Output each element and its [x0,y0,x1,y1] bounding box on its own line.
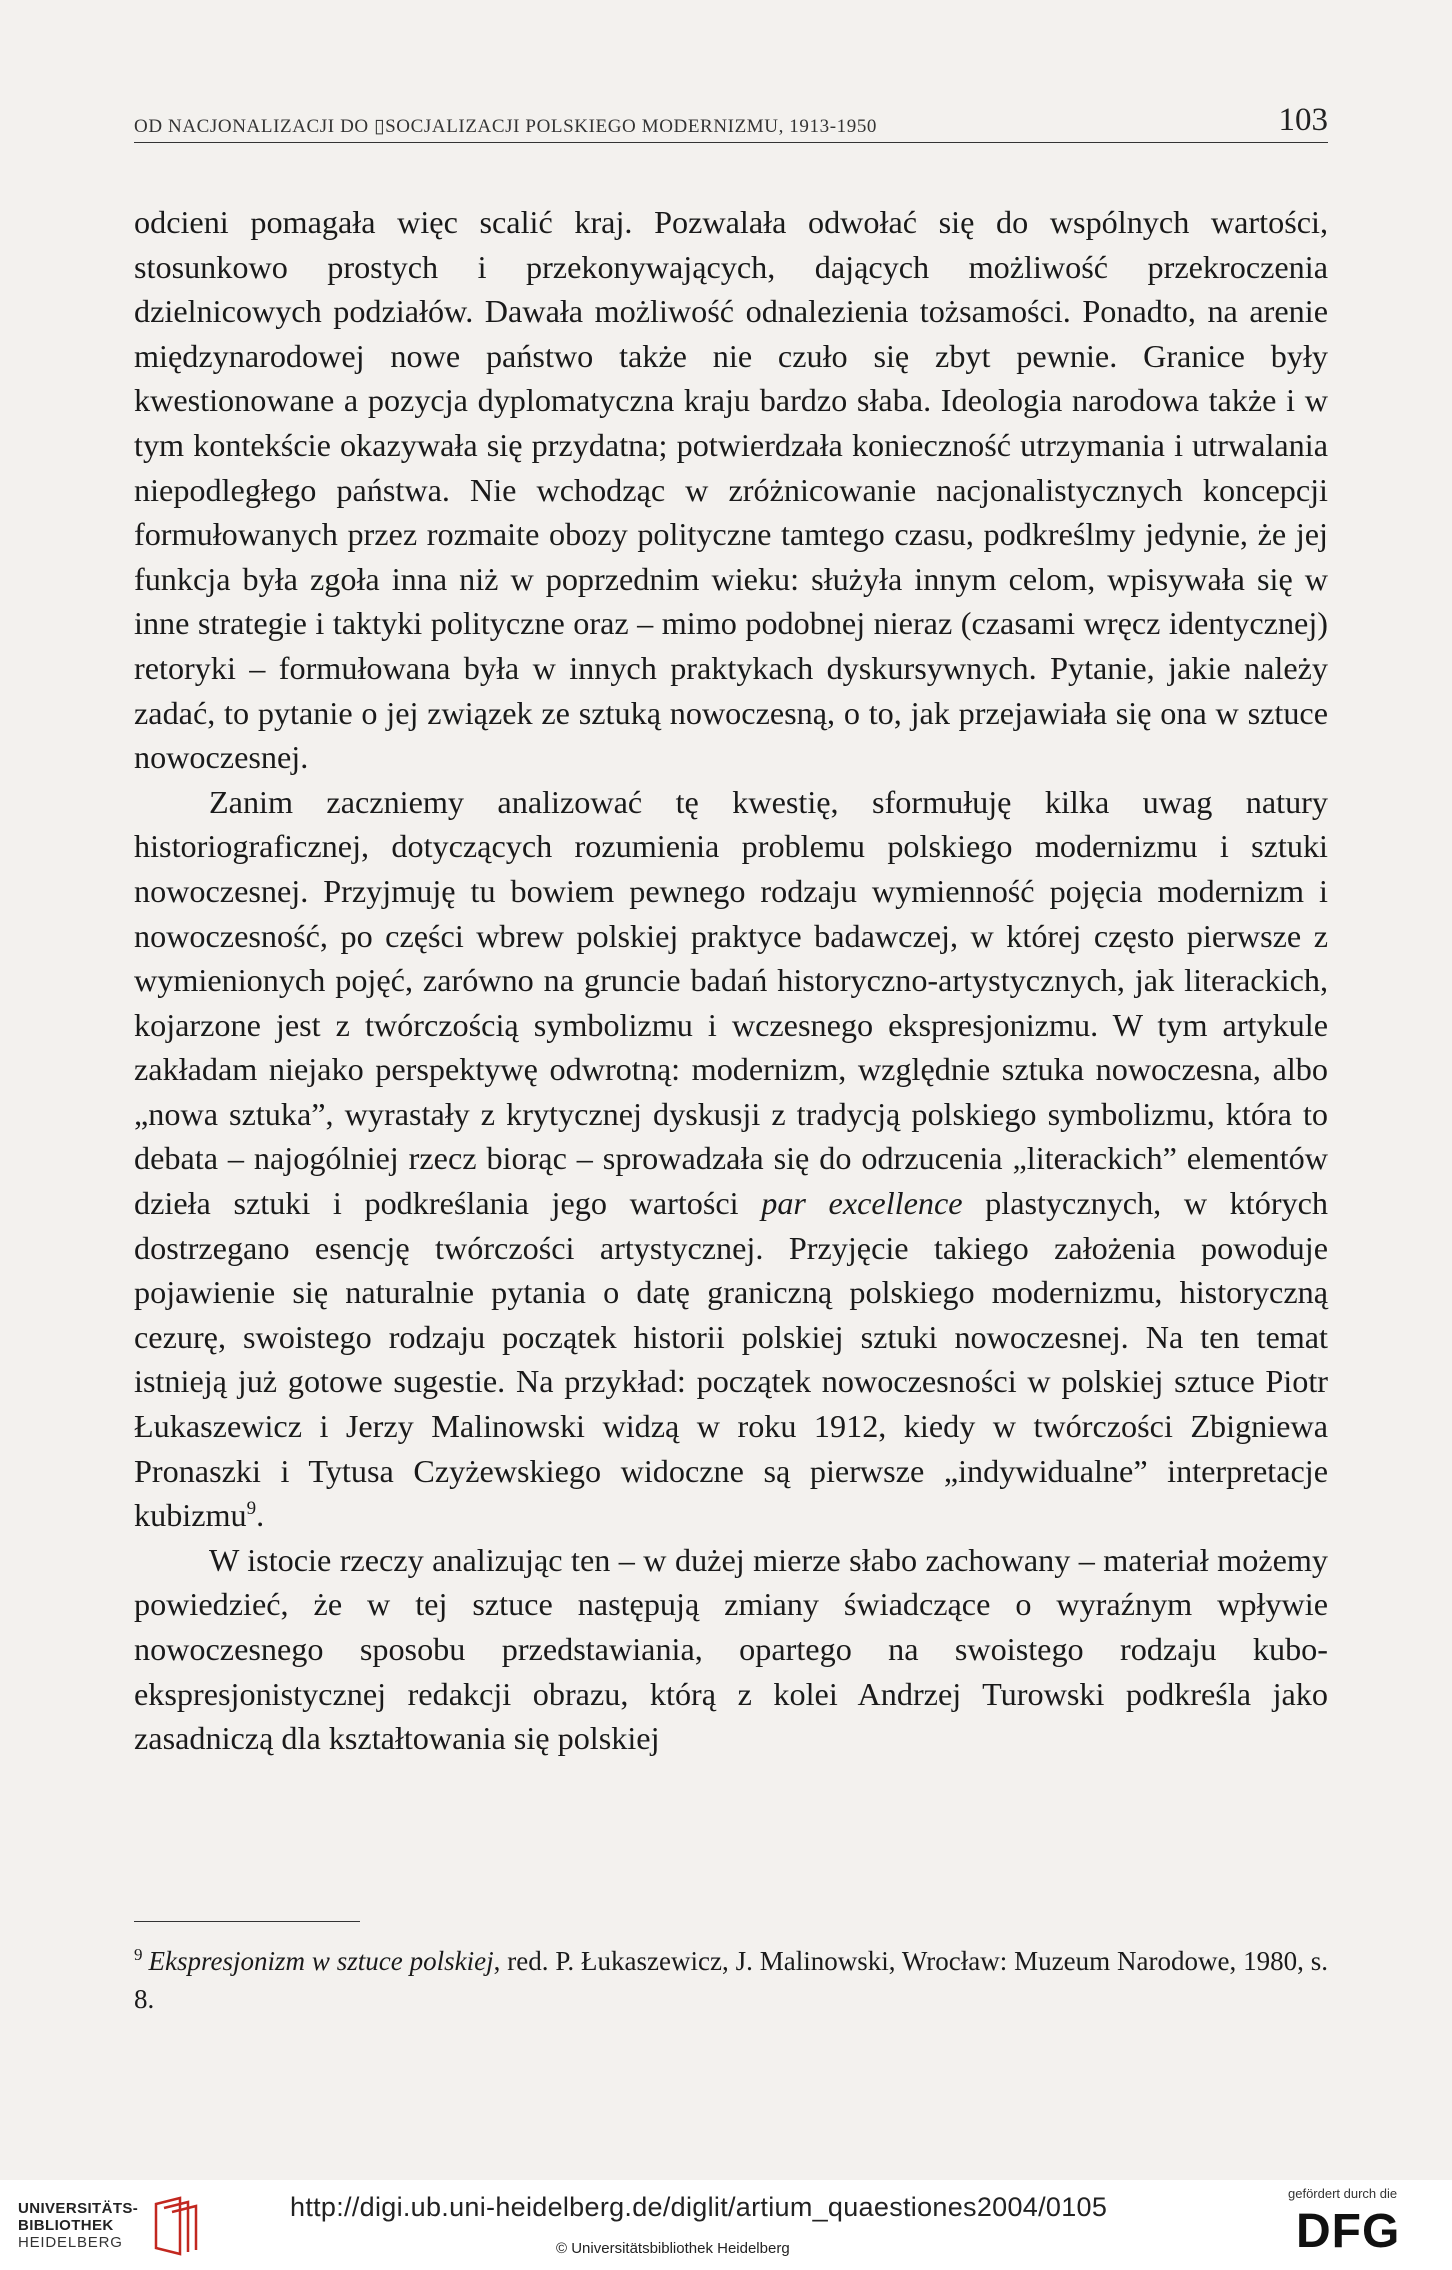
library-name-line3: HEIDELBERG [18,2234,123,2251]
footnote [134,1942,1328,2018]
dfg-logo: DFG [1296,2205,1401,2258]
library-name [18,2200,138,2251]
running-header [134,102,1328,143]
page-number: 103 [1278,102,1328,138]
running-title: OD NACJONALIZACJI DO ▯SOCJALIZACJI POLSKIEGO MODERNIZMU, 1913-1950 [134,116,878,137]
footnote-ref[interactable]: 9 [246,1498,257,1520]
body-text [134,200,1328,1761]
footnote-separator [134,1921,360,1922]
copyright-notice: © Universitätsbibliothek Heidelberg [556,2240,790,2257]
footnote-italic: Ekspresjonizm w sztuce polskiej [148,1946,494,1976]
permalink-url[interactable]: http://digi.ub.uni-heidelberg.de/diglit/artium_quaestiones2004/0105 [290,2192,1108,2222]
paragraph-italic: par excellence [761,1185,963,1222]
library-logo-icon [150,2196,202,2256]
paragraph: W istocie rzeczy analizując ten – w dużej mierze słabo zachowany – materiał możemy powiedzieć, że w tej sztuce następują zmiany świadczące o wyraźnym wpływie nowoczesnego sposobu przedstawiania, opartego na swoistego rodzaju kubo-ekspresjonistycznej redakcji obrazu, którą z kolei Andrzej Turowski podkreśla jako zasadniczą dla kształtowania się polskiej [134,1541,1328,1757]
library-name-line2: BIBLIOTHEK [18,2217,114,2234]
library-name-line1: UNIVERSITÄTS- [18,2200,139,2217]
paragraph: odcieni pomagała więc scalić kraj. Pozwalała odwołać się do wspólnych wartości, stosunkowo prostych i przekonywających, dających możliwość przekroczenia dzielnicowych podziałów. Dawała możliwość odnalezienia tożsamości. Ponadto, na arenie międzynarodowej nowe państwo także nie czuło się zbyt pewnie. Granice były kwestionowane a pozycja dyplomatyczna kraju bardzo słaba. Ideologia narodowa także i w tym kontekście okazywała się przydatna; potwierdzała konieczność utrzymania i utrwalania niepodległego państwa. Nie wchodząc w zróżnicowanie nacjonalistycznych koncepcji formułowanych przez rozmaite obozy polityczne tamtego czasu, podkreślmy jedynie, że jej funkcja była zgoła inna niż w poprzednim wieku: służyła innym celom, wpisywała się w inne strategie i taktyki polityczne oraz – mimo podobnej nieraz (czasami wręcz identycznej) retoryki – formułowana była w innych praktykach dyskursywnych. Pytanie, jakie należy zadać, to pytanie o jej związek ze sztuką nowoczesną, o to, jak przejawiała się ona w sztuce nowoczesnej. [134,204,1328,776]
library-footer [0,2180,1452,2270]
footnote-text: Ekspresjonizm w sztuce polskiej, red. P. Łukaszewicz, J. Malinowski, Wrocław: Muzeum Narodowe, 1980, s. 8. [134,1946,1328,2014]
funding-note: gefördert durch die [1288,2186,1398,2201]
footnote-number: 9 [134,1945,143,1964]
paragraph: Zanim zaczniemy analizować tę kwestię, sformułuję kilka uwag natury historiograficznej, dotyczących rozumienia problemu polskiego modernizmu i sztuki nowoczesnej. Przyjmuję tu bowiem pewnego rodzaju wymienność pojęcia modernizm i nowoczesność, po części wbrew polskiej praktyce badawczej, w której często pierwsze z wymienionych pojęć, zarówno na gruncie badań historyczno-artystycznych, jak literackich, kojarzone jest z twórczością symbolizmu i wczesnego ekspresjonizmu. W tym artykule zakładam niejako perspektywę odwrotną: modernizm, względnie sztuka nowoczesna, albo „nowa sztuka”, wyrastały z krytycznej dyskusji z tradycją polskiego symbolizmu, która to debata – najogólniej rzecz biorąc – sprowadzała się do odrzucenia „literackich” elementów dzieła sztuki i podkreślania jego wartości par excellence plastycznych, w których dostrzegano esencję twórczości artystycznej. Przyjęcie takiego założenia powoduje pojawienie się naturalnie pytania o datę graniczną polskiego modernizmu, historyczną cezurę, swoistego rodzaju początek historii polskiej sztuki nowoczesnej. Na ten temat istnieją już gotowe sugestie. Na przykład: początek nowoczesności w polskiej sztuce Piotr Łukaszewicz i Jerzy Malinowski widzą w roku 1912, kiedy w twórczości Zbigniewa Pronaszki i Tytusa Czyżewskiego widoczne są pierwsze „indywidualne” interpretacje kubizmu$^9$. [134,783,1329,1534]
